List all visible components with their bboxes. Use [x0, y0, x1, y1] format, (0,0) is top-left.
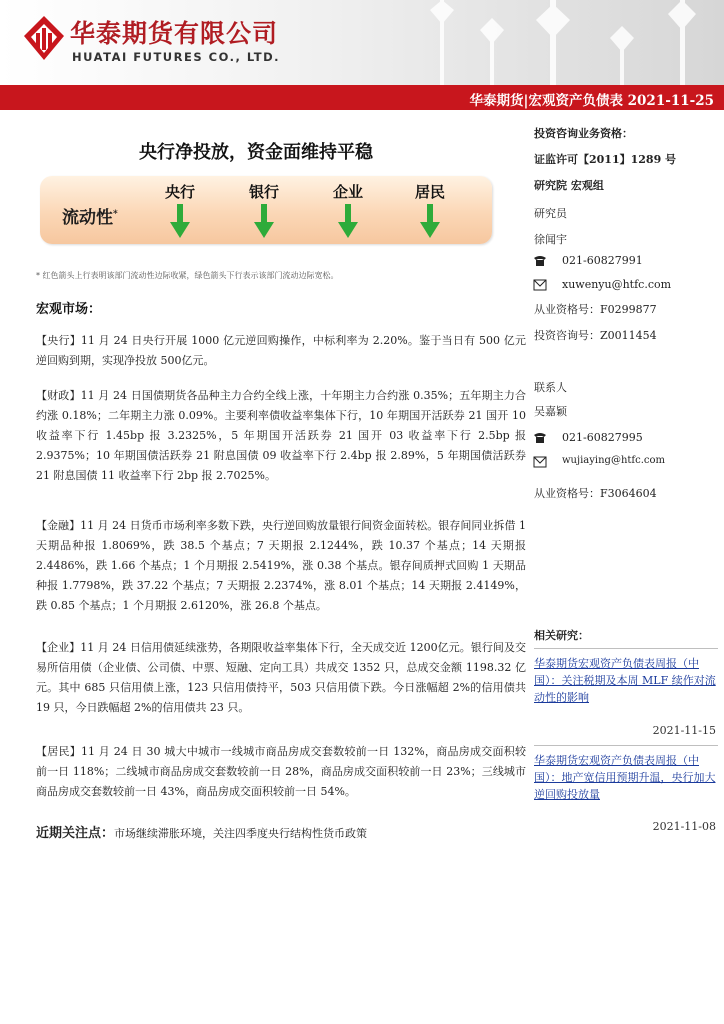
sector-household: [400, 181, 460, 238]
related-divider: [534, 648, 718, 649]
focus-label: 近期关注点：: [36, 826, 115, 841]
sector-name: 银行: [248, 183, 279, 201]
liquidity-label-text: 流动性: [62, 208, 113, 228]
report-info: 华泰期货|宏观资产负债表 2021-11-25: [469, 93, 714, 109]
header-decoration-icon: [420, 0, 724, 85]
qualification-label: 投资咨询业务资格：: [534, 127, 633, 140]
phone-icon: [533, 255, 547, 267]
phone-icon: [533, 432, 547, 444]
sector-name: 企业: [332, 183, 363, 201]
related-heading: 相关研究：: [534, 629, 589, 642]
researcher-email[interactable]: xuwenyu@htfc.com: [562, 278, 672, 291]
related-report-link[interactable]: 华泰期货宏观资产负债表周报（中国）：地产宽信用预期升温，央行加大逆回购投放量: [534, 754, 716, 801]
page-title: 央行净投放，资金面维持平稳: [139, 142, 373, 163]
sector-central-bank: [150, 181, 210, 238]
green-down-arrow-icon: [170, 204, 190, 238]
contact-email[interactable]: wujiaying@htfc.com: [562, 455, 665, 466]
paragraph-finance: 【金融】11 月 24 日货币市场利率多数下跌，央行逆回购放量银行间资金面转松。银存间同业拆借 1 天期品种报 1.8069%，跌 38.5 个基点；7 天期报 2.1244%，跌 10.37 个基点；14 天期报 2.4486%，跌 1.66 个基点；1 个月期报 2.5419%，涨 0.38 个基点。银存间质押式回购 1 天期品种报 1.7798%，跌 37.22 个基点；7 天期报 2.2374%，涨 8.01 个基点；14 天期报 2.4149%，跌 0.85 个基点；1 个月期报 2.6120%，涨 26.8 个基点。: [36, 519, 526, 612]
green-down-arrow-icon: [338, 204, 358, 238]
recent-focus: [36, 822, 367, 841]
paragraph-enterprise: 【企业】11 月 24 日信用债延续涨势，各期限收益率集体下行，全天成交近 1200亿元。银行间及交易所信用债（企业债、公司债、中票、短融、定向工具）共成交 1352 只，总成交金额 1198.32 亿元。其中 685 只信用债上涨，123 只信用债持平，503 只信用债下跌。今日涨幅超 2%的信用债共 19 只，今日跌幅超 2%的信用债共 23 只。: [36, 641, 526, 714]
liquidity-label-mark: *: [113, 209, 118, 220]
paragraph-fiscal: 【财政】11 月 24 日国债期货各品种主力合约全线上涨，十年期主力合约涨 0.35%；五年期主力合约涨 0.18%；二年期主力涨 0.09%。主要利率债收益率集体下行，10 年期国开活跃券 21 国开 10 收益率下行 1.45bp 报 3.2325%，5 年期国开活跃券 21 国开 03 收益率下行 2.5bp 报 2.9375%；10 年期国债活跃券 21 附息国债 09 收益率下行 2.4bp 报 2.89%，5 年期国债活跃券 21 附息国债 11 收益率下行 2bp 报 2.7025%。: [36, 389, 526, 482]
sector-bank: [234, 181, 294, 238]
liquidity-label: [62, 203, 118, 228]
email-icon: [533, 456, 547, 468]
liquidity-panel: [40, 176, 492, 244]
related-report-date: 2021-11-15: [652, 724, 716, 737]
contact-name: 吴嘉颖: [534, 405, 567, 418]
institute-group: 研究院 宏观组: [534, 179, 604, 192]
paragraph-central-bank: 【央行】11 月 24 日央行开展 1000 亿元逆回购操作，中标利率为 2.20%。鉴于当日有 500 亿元逆回购到期，实现净投放 500亿元。: [36, 334, 526, 367]
liquidity-footnote: * 红色箭头上行表明该部门流动性边际收紧，绿色箭头下行表示该部门流动边际宽松。: [36, 271, 339, 280]
focus-text: 市场继续滞胀环境，关注四季度央行结构性货币政策: [114, 827, 368, 840]
related-report-link[interactable]: 华泰期货宏观资产负债表周报（中国）：关注税期及本周 MLF 续作对流动性的影响: [534, 657, 716, 704]
page-header: [0, 0, 724, 85]
related-divider: [534, 745, 718, 746]
researcher-title: 研究员: [534, 207, 567, 220]
license-number: 证监许可【2011】1289 号: [534, 153, 677, 166]
paragraph-household: 【居民】11 月 24 日 30 城大中城市一线城市商品房成交套数较前一日 132%，商品房成交面积较前一日 118%；二线城市商品房成交套数较前一日 28%，商品房成交面积较前一日 23%；三线城市商品房成交套数较前一日 43%，商品房成交面积较前一日 54%。: [36, 745, 526, 798]
researcher-name: 徐闻宇: [534, 233, 567, 246]
report-banner: [0, 85, 724, 110]
email-icon: [533, 279, 547, 291]
contact-cert: 从业资格号：F3064604: [534, 487, 657, 500]
green-down-arrow-icon: [254, 204, 274, 238]
green-down-arrow-icon: [420, 204, 440, 238]
sector-name: 居民: [414, 183, 445, 201]
sector-name: 央行: [164, 183, 195, 201]
huatai-logo-icon: [24, 16, 64, 60]
company-name-en: HUATAI FUTURES CO., LTD.: [72, 50, 281, 64]
company-name-cn: 华泰期货有限公司: [70, 19, 279, 48]
researcher-advisory: 投资咨询号：Z0011454: [534, 329, 657, 342]
related-report-date: 2021-11-08: [652, 820, 716, 833]
macro-heading: 宏观市场：: [36, 302, 102, 317]
researcher-cert: 从业资格号：F0299877: [534, 303, 657, 316]
contact-phone: 021-60827995: [562, 431, 643, 444]
researcher-phone: 021-60827991: [562, 254, 643, 267]
contact-title: 联系人: [534, 381, 567, 394]
sector-enterprise: [318, 181, 378, 238]
